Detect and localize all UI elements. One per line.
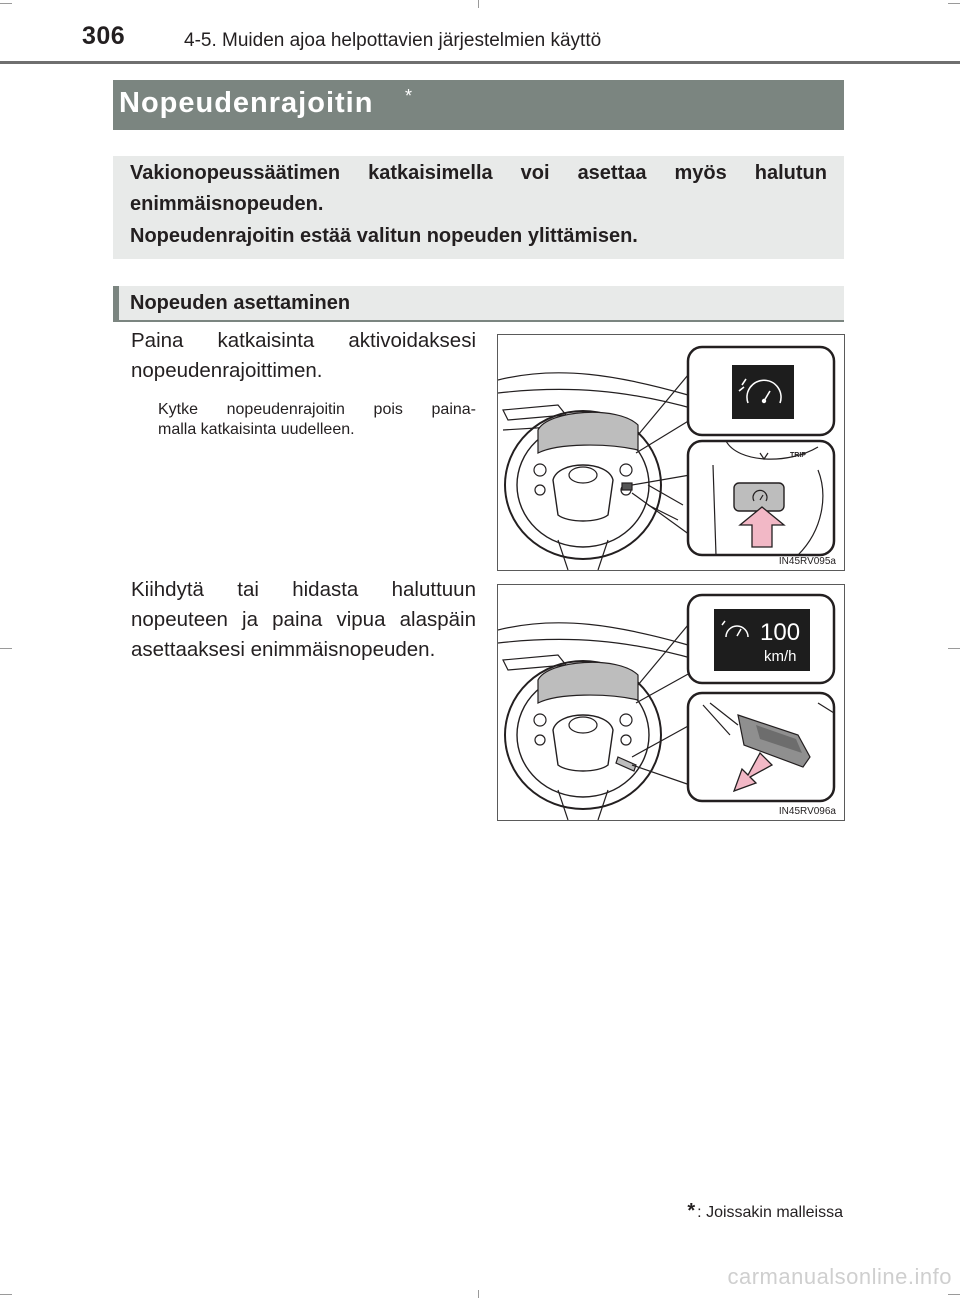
- crop-mark: [948, 3, 960, 4]
- step2-line: asettaaksesi enimmäisnopeuden.: [131, 638, 436, 661]
- crop-mark: [948, 648, 960, 649]
- trip-label: TRIP: [790, 452, 806, 459]
- crop-mark: [0, 648, 12, 649]
- step1-note-line: Kytke nopeudenrajoitin pois paina-: [158, 401, 476, 418]
- model-marker: *: [405, 86, 413, 106]
- page-title: Nopeudenrajoitin: [119, 87, 374, 119]
- footnote-text: : Joissakin malleissa: [697, 1204, 843, 1221]
- step1-text: [131, 326, 476, 386]
- step1-line: Paina katkaisinta aktivoidaksesi: [131, 329, 476, 352]
- footnote-marker: *: [687, 1200, 696, 1222]
- footnote: [687, 1200, 843, 1223]
- section-title: 4-5. Muiden ajoa helpottavien järjestelmien käyttö: [184, 30, 602, 51]
- crop-mark: [0, 3, 12, 4]
- figure-set-max-speed: [497, 584, 845, 821]
- crop-mark: [948, 1294, 960, 1295]
- intro-box: [113, 156, 844, 259]
- intro-line: Vakionopeussäätimen katkaisimella voi asettaa myös halutun: [130, 162, 827, 184]
- step1-note: [158, 400, 476, 440]
- crop-mark: [478, 0, 479, 8]
- figure-code: IN45RV095a: [778, 556, 836, 567]
- crop-mark: [0, 1294, 12, 1295]
- figure-speed-limiter-switch: [497, 334, 845, 571]
- step2-line: Kiihdytä tai hidasta haluttuun: [131, 578, 476, 601]
- figure-code: IN45RV096a: [778, 806, 836, 817]
- subsection-accent: [113, 286, 119, 322]
- subsection-header: [113, 286, 844, 322]
- subsection-title: Nopeuden asettaminen: [130, 292, 351, 314]
- crop-mark: [478, 1290, 479, 1298]
- intro-line: Nopeudenrajoitin estää valitun nopeuden ylittämisen.: [130, 225, 638, 247]
- step2-line: nopeuteen ja paina vipua alaspäin: [131, 608, 476, 631]
- intro-line: enimmäisnopeuden.: [130, 193, 324, 215]
- lever-illustration: [498, 585, 844, 820]
- page-number: 306: [82, 22, 126, 50]
- header-divider: [0, 61, 960, 64]
- watermark: carmanualsonline.info: [727, 1264, 952, 1289]
- page-title-bar: [113, 80, 844, 130]
- step2-text: [131, 575, 476, 665]
- speed-value: 100: [760, 619, 801, 646]
- step1-note-line: malla katkaisinta uudelleen.: [158, 421, 355, 438]
- step1-line: nopeudenrajoittimen.: [131, 359, 323, 382]
- dashboard-illustration: [498, 335, 844, 570]
- speed-unit: km/h: [764, 648, 797, 665]
